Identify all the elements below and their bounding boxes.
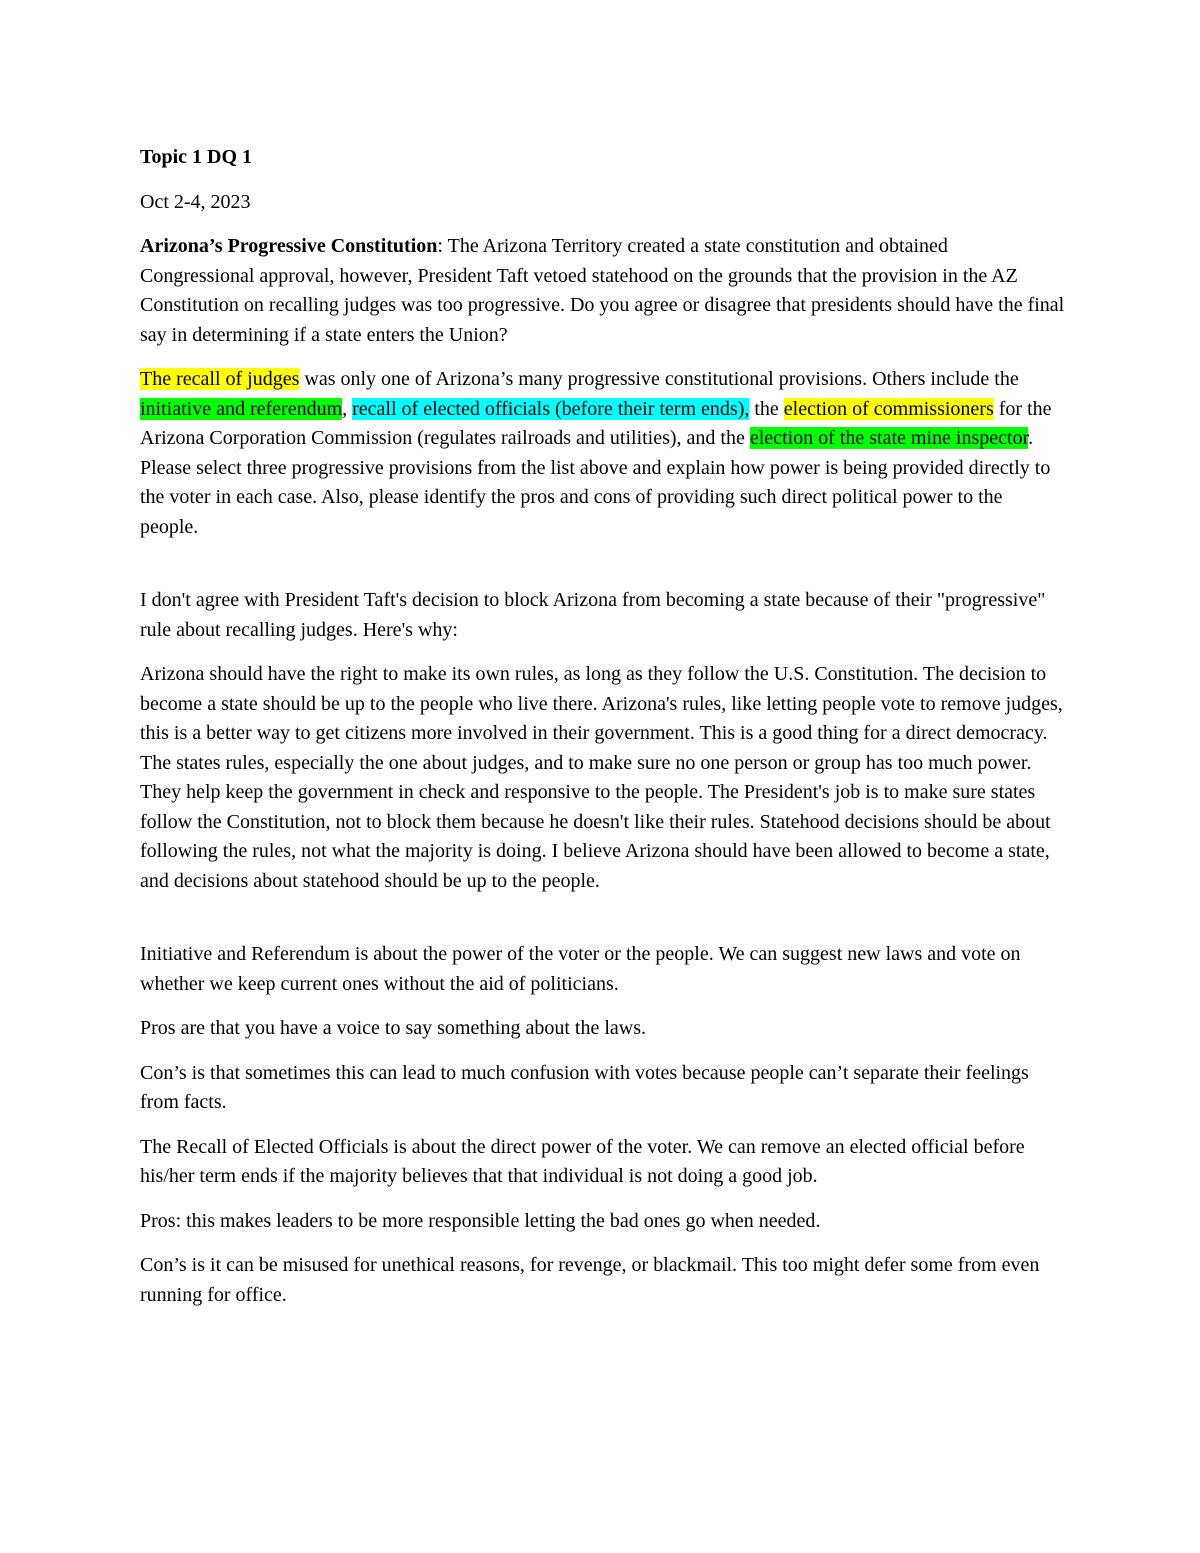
highlight-recall-elected-officials: recall of elected officials (before their term ends), [352, 397, 750, 420]
initiative-cons: Con’s is that sometimes this can lead to much confusion with votes because people can’t separate their feelings from facts. [140, 1061, 1029, 1113]
highlight-election-commissioners: election of commissioners [783, 397, 994, 420]
provisions-text-4: for the Arizona Corporation Commission (regulates railroads and utilities), and the [140, 397, 1052, 449]
highlight-initiative-referendum: initiative and referendum [140, 397, 343, 420]
provisions-text-1: was only one of Arizona’s many progressive constitutional provisions. Others include the [299, 368, 1019, 390]
response-intro: I don't agree with President Taft's decision to block Arizona from becoming a state because of their "progressive" rule about recalling judges. Here's why: [140, 589, 1046, 641]
recall-pros: Pros: this makes leaders to be more responsible letting the bad ones go when needed. [140, 1209, 821, 1232]
document-title: Topic 1 DQ 1 [140, 146, 253, 168]
prompt-heading: Arizona’s Progressive Constitution [140, 235, 438, 257]
recall-cons: Con’s is it can be misused for unethical reasons, for revenge, or blackmail. This too might defer some from even running for office. [140, 1254, 1040, 1306]
prompt-paragraph [140, 232, 1065, 350]
provisions-paragraph [140, 365, 1065, 542]
highlight-recall-of-judges: The recall of judges [140, 368, 300, 390]
document-body [140, 143, 1065, 1325]
initiative-paragraph: Initiative and Referendum is about the power of the voter or the people. We can suggest new laws and vote on whether we keep current ones without the aid of politicians. [140, 943, 1021, 995]
initiative-pros: Pros are that you have a voice to say something about the laws. [140, 1017, 646, 1039]
highlight-mine-inspector: election of the state mine inspector [749, 427, 1029, 449]
response-body: Arizona should have the right to make its own rules, as long as they follow the U.S. Constitution. The decision to become a state should be up to the people who live there. Arizona's rules, like letting people vote to remove judges, this is a better way to get citizens more involved in their government. This is a good thing for a direct democracy. The states rules, especially the one about judges, and to make sure no one person or group has too much power. They help keep the government in check and responsive to the people. The President's job is to make sure states follow the Constitution, not to block them because he doesn't like their rules. Statehood decisions should be about following the rules, not what the majority is doing. I believe Arizona should have been allowed to become a state, and decisions about statehood should be up to the people. [140, 663, 1063, 892]
document-date: Oct 2-4, 2023 [140, 190, 251, 213]
recall-paragraph: The Recall of Elected Officials is about the direct power of the voter. We can remove an elected official before his/her term ends if the majority believes that that individual is not doing a good job. [140, 1135, 1025, 1187]
provisions-text-2: , [342, 397, 353, 420]
provisions-text-5: . Please select three progressive provisions from the list above and explain how power is being provided directly to the voter in each case. Also, please identify the pros and cons of providing such direct political power to the people. [140, 427, 1051, 538]
prompt-text: : The Arizona Territory created a state constitution and obtained Congressional approval, however, President Taft vetoed statehood on the grounds that the provision in the AZ Constitution on recalling judges was too progressive. Do you agree or disagree that presidents should have the final say in determining if a state enters the Union? [140, 235, 1065, 346]
provisions-text-3: the [749, 397, 784, 420]
